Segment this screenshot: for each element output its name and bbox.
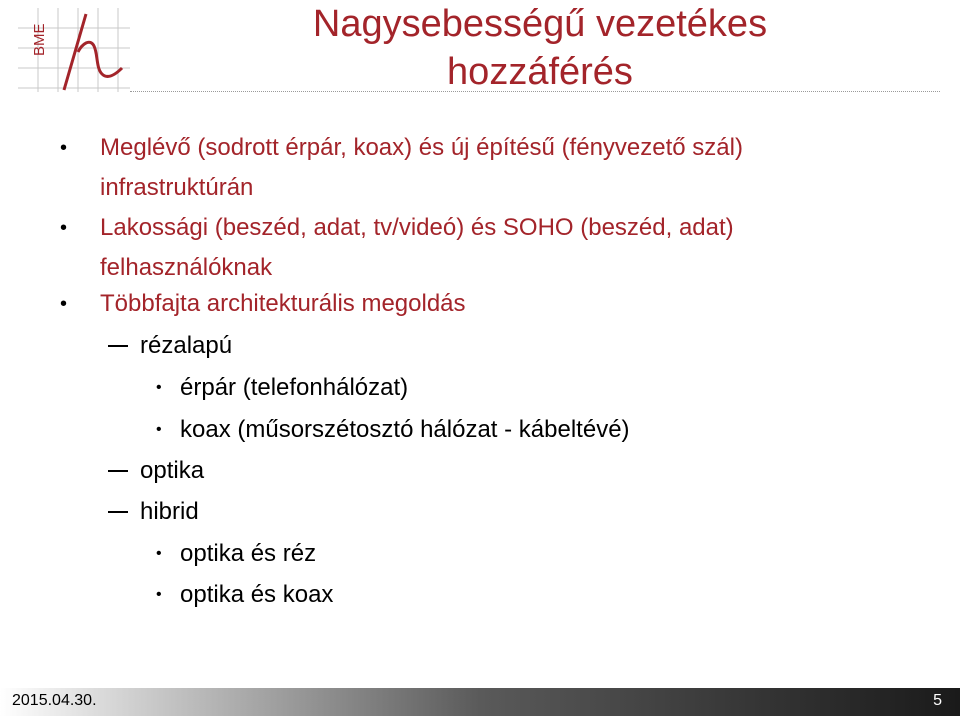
page-number: 5 <box>933 692 942 709</box>
title-line-1: Nagysebességű vezetékes <box>312 3 768 45</box>
bme-logo-text: BME <box>31 23 48 56</box>
dash-marker <box>108 345 128 347</box>
bullet-dot: • <box>156 379 162 396</box>
sub-sub-item-label: koax (műsorszétosztó hálózat - kábeltévé) <box>180 416 630 443</box>
title-divider <box>130 91 940 92</box>
bullet-dot: • <box>156 586 162 603</box>
sub-item-label: rézalapú <box>140 332 233 359</box>
bullet-dot: • <box>60 137 68 159</box>
bullet-text-line: felhasználóknak <box>100 254 273 281</box>
dash-marker <box>108 470 128 472</box>
title-line-2: hozzáférés <box>447 51 633 93</box>
bullet-text-line: infrastruktúrán <box>100 174 254 201</box>
page-title <box>190 0 890 96</box>
bullet-dot: • <box>60 293 68 315</box>
sub-sub-item-label: optika és koax <box>180 581 334 608</box>
bullet-dot: • <box>60 217 68 239</box>
bullet-text-line: Meglévő (sodrott érpár, koax) és új építésű (fényvezető szál) <box>100 134 743 161</box>
dash-marker <box>108 511 128 513</box>
sub-sub-item-label: optika és réz <box>180 540 317 567</box>
bullet-dot: • <box>156 421 162 438</box>
bme-logo <box>18 8 130 92</box>
footer-date: 2015.04.30. <box>12 692 97 709</box>
sub-item-label: hibrid <box>140 498 199 525</box>
bullet-text-line: Többfajta architekturális megoldás <box>100 290 466 317</box>
sub-sub-item-label: érpár (telefonhálózat) <box>180 374 409 401</box>
bullet-text-line: Lakossági (beszéd, adat, tv/videó) és SOHO (beszéd, adat) <box>100 214 734 241</box>
sub-item-label: optika <box>140 457 205 484</box>
bme-logo-mark <box>18 8 130 92</box>
bullet-dot: • <box>156 545 162 562</box>
slide-footer <box>0 688 960 716</box>
